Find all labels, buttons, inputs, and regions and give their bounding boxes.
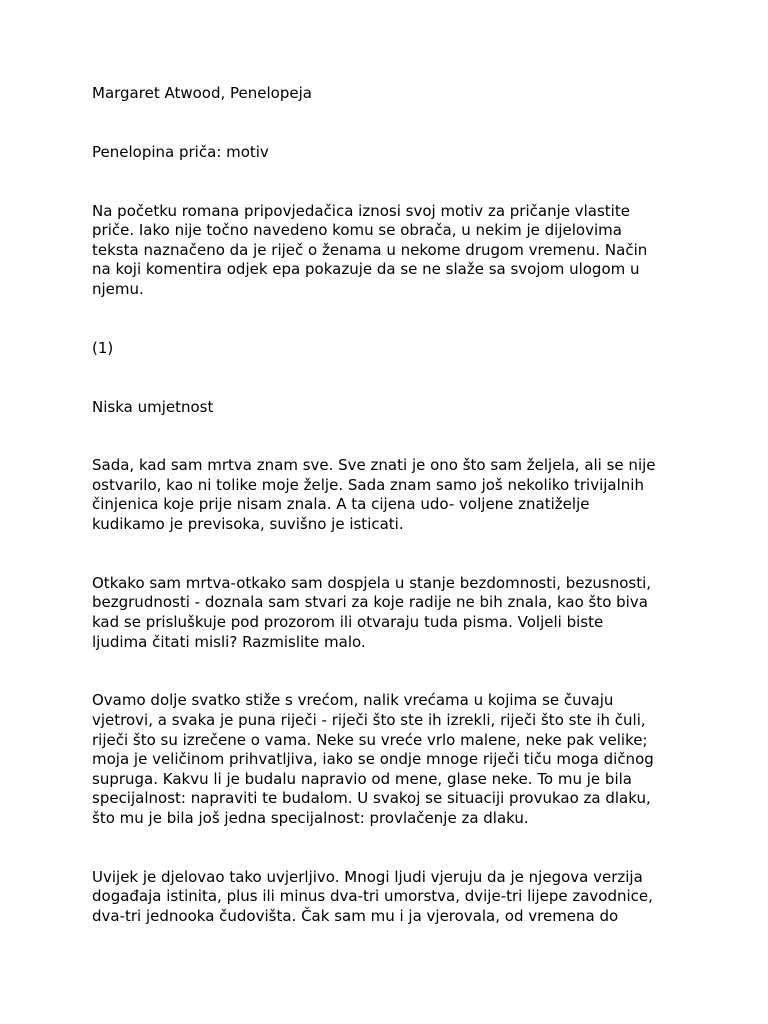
author-title-line: Margaret Atwood, Penelopeja: [92, 84, 312, 102]
spacer: [92, 358, 682, 397]
spacer: [92, 535, 682, 574]
spacer: [92, 162, 682, 201]
spacer: [92, 829, 682, 868]
body-paragraph: Ovamo dolje svatko stiže s vrećom, nalik vrećama u kojima se čuvaju vjetrovi, a svaka je puna riječi - riječi što ste ih izrekli, riječi što ste ih čuli, riječi što su izrečene o vama. Neke su vreće vrlo malene, neke pak velike; moja je veličinom prihvatljiva, iako se ondje mnoge riječi tiču moga dičnog supruga. Kakvu li je budalu napravio od mene, glase neke. To mu je bila specijalnost: napraviti te budalom. U svakoj se situaciji provukao za dlaku, što mu je bila još jedna specijalnost: provlačenje za dlaku.: [92, 691, 654, 827]
section-heading: Penelopina priča: motiv: [92, 142, 269, 161]
document-body: [92, 84, 682, 927]
intro-paragraph: Na početku romana pripovjedačica iznosi svoj motiv za pričanje vlastite priče. Iako nije točno navedeno komu se obrača, u nekim je dijelovima teksta naznačeno da je riječ o ženama u nekome drugom vremenu. Način na koji komentira odjek epa pokazuje da se ne slaže sa svojom ulogom u njemu.: [92, 201, 648, 298]
spacer: [92, 300, 682, 339]
body-paragraph: Otkako sam mrtva-otkako sam dospjela u stanje bezdomnosti, bezusnosti, bezgrudnosti - doznala sam stvari za koje radije ne bih znala, kao što biva kad se prisluškuje pod prozorom ili otvaraju tuda pisma. Voljeli biste ljudima čitati misli? Razmislite malo.: [92, 573, 652, 651]
chapter-number: (1): [92, 338, 114, 357]
spacer: [92, 417, 682, 456]
body-paragraph: Uvijek je djelovao tako uvjerljivo. Mnogi ljudi vjeruju da je njegova verzija događaja istinita, plus ili minus dva-tri umorstva, dvije-tri lijepe zavodnice, dva-tri jednooka čudovišta. Čak sam mu i ja vjerovala, od vremena do: [92, 867, 653, 925]
spacer: [92, 104, 682, 143]
body-paragraph: Sada, kad sam mrtva znam sve. Sve znati je ono što sam željela, ali se nije ostvarilo, kao ni tolike moje želje. Sada znam samo još nekoliko trivijalnih činjenica koje prije nisam znala. A ta cijena udo- voljene znatiželje kudikamo je previsoka, suvišno je isticati.: [92, 456, 656, 534]
spacer: [92, 652, 682, 691]
chapter-title: Niska umjetnost: [92, 397, 214, 416]
